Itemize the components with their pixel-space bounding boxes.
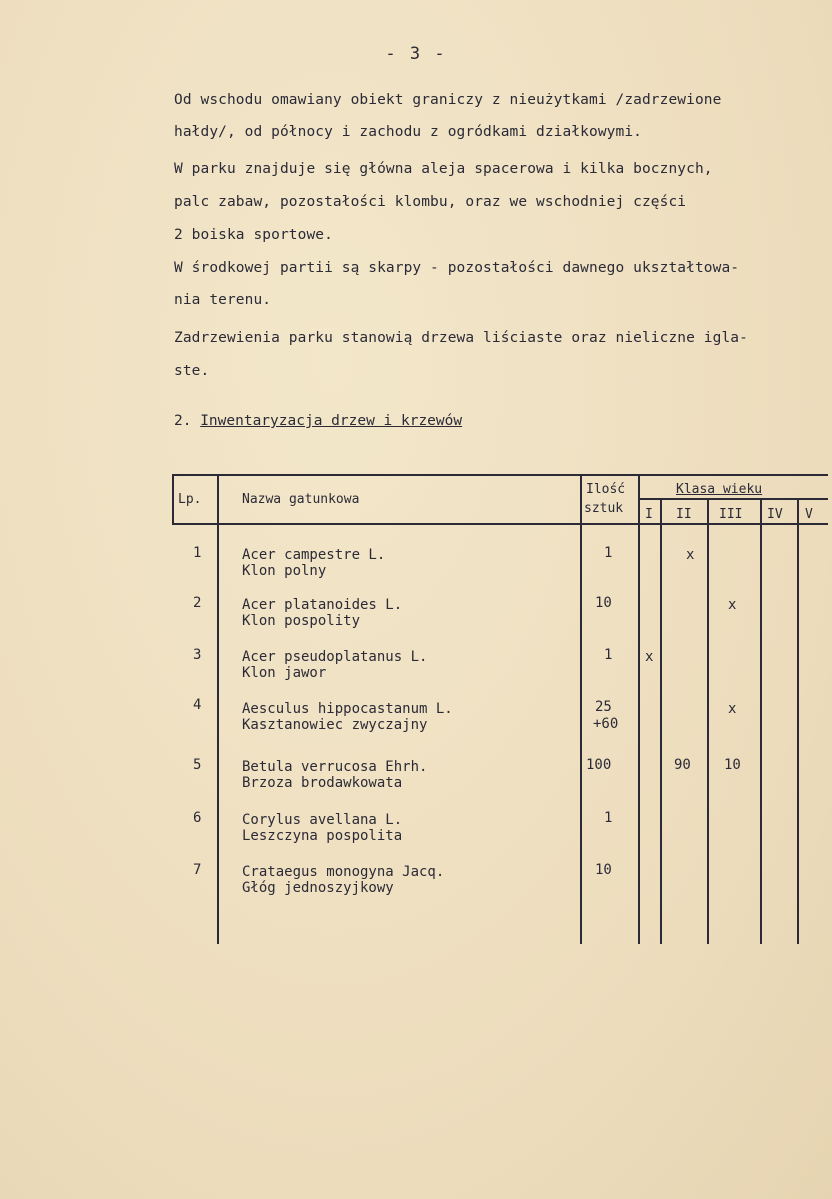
row-lp: 6 xyxy=(193,810,202,826)
row-class-iii: 10 xyxy=(724,757,741,773)
paragraph-line: Od wschodu omawiany obiekt graniczy z nieużytkami /zadrzewione xyxy=(174,92,722,108)
header-class-iv: IV xyxy=(767,507,783,522)
row-count: 25 xyxy=(595,699,612,715)
paragraph-line: ste. xyxy=(174,363,210,379)
paragraph-line: hałdy/, od północy i zachodu z ogródkami działkowymi. xyxy=(174,124,642,140)
row-lp: 2 xyxy=(193,595,202,611)
table-top-rule xyxy=(172,474,828,476)
row-latin-name: Acer platanoides L. xyxy=(242,597,403,613)
paragraph-line: nia terenu. xyxy=(174,292,272,308)
header-class-ii: II xyxy=(676,507,692,522)
paragraph-line: W środkowej partii są skarpy - pozostałości dawnego ukształtowa- xyxy=(174,260,740,276)
header-count-line1: Ilość xyxy=(586,482,626,497)
paragraph-line: W parku znajduje się główna aleja spacerowa i kilka bocznych, xyxy=(174,161,713,177)
row-lp: 5 xyxy=(193,757,202,773)
class-ii-rule xyxy=(707,500,709,944)
count-column-rule xyxy=(638,474,640,944)
row-count: 1 xyxy=(604,545,613,561)
row-polish-name: Głóg jednoszyjkowy xyxy=(242,880,394,896)
header-lp: Lp. xyxy=(178,492,202,507)
header-name: Nazwa gatunkowa xyxy=(242,492,360,507)
page-number: - 3 - xyxy=(385,44,447,64)
row-lp: 1 xyxy=(193,545,202,561)
row-latin-name: Crataegus monogyna Jacq. xyxy=(242,864,445,880)
row-lp: 7 xyxy=(193,862,202,878)
paragraph-line: 2 boiska sportowe. xyxy=(174,227,333,243)
row-count: 1 xyxy=(604,647,613,663)
class-i-rule xyxy=(660,500,662,944)
age-class-rule xyxy=(640,498,828,500)
row-lp: 3 xyxy=(193,647,202,663)
row-class-iii: x xyxy=(728,701,737,717)
row-class-ii: 90 xyxy=(674,757,691,773)
row-count: 10 xyxy=(595,595,612,611)
row-polish-name: Brzoza brodawkowata xyxy=(242,775,403,791)
header-class-v: V xyxy=(805,507,813,522)
row-latin-name: Betula verrucosa Ehrh. xyxy=(242,759,428,775)
row-count: 100 xyxy=(586,757,612,773)
table-left-rule xyxy=(172,474,174,524)
header-class-iii: III xyxy=(719,507,743,522)
section-number: 2. xyxy=(174,413,192,429)
row-count-extra: +60 xyxy=(593,716,619,732)
paragraph-line: palc zabaw, pozostałości klombu, oraz we wschodniej części xyxy=(174,194,687,210)
row-latin-name: Corylus avellana L. xyxy=(242,812,403,828)
row-polish-name: Klon pospolity xyxy=(242,613,361,629)
row-class-ii: x xyxy=(686,547,695,563)
header-age-class: Klasa wieku xyxy=(676,482,763,497)
row-polish-name: Leszczyna pospolita xyxy=(242,828,403,844)
class-iii-rule xyxy=(760,500,762,944)
row-latin-name: Acer campestre L. xyxy=(242,547,386,563)
row-latin-name: Acer pseudoplatanus L. xyxy=(242,649,428,665)
row-count: 10 xyxy=(595,862,612,878)
header-bottom-rule xyxy=(172,523,828,525)
row-lp: 4 xyxy=(193,697,202,713)
row-polish-name: Kasztanowiec zwyczajny xyxy=(242,717,428,733)
row-class-i: x xyxy=(645,649,654,665)
row-count: 1 xyxy=(604,810,613,826)
header-class-i: I xyxy=(645,507,653,522)
section-title: Inwentaryzacja drzew i krzewów xyxy=(200,413,463,429)
row-polish-name: Klon jawor xyxy=(242,665,327,681)
class-iv-rule xyxy=(797,500,799,944)
lp-column-rule xyxy=(217,474,219,944)
header-count-line2: sztuk xyxy=(584,501,624,516)
row-class-iii: x xyxy=(728,597,737,613)
row-latin-name: Aesculus hippocastanum L. xyxy=(242,701,453,717)
row-polish-name: Klon polny xyxy=(242,563,327,579)
name-column-rule xyxy=(580,474,582,944)
paragraph-line: Zadrzewienia parku stanowią drzewa liściaste oraz nieliczne igla- xyxy=(174,330,748,346)
